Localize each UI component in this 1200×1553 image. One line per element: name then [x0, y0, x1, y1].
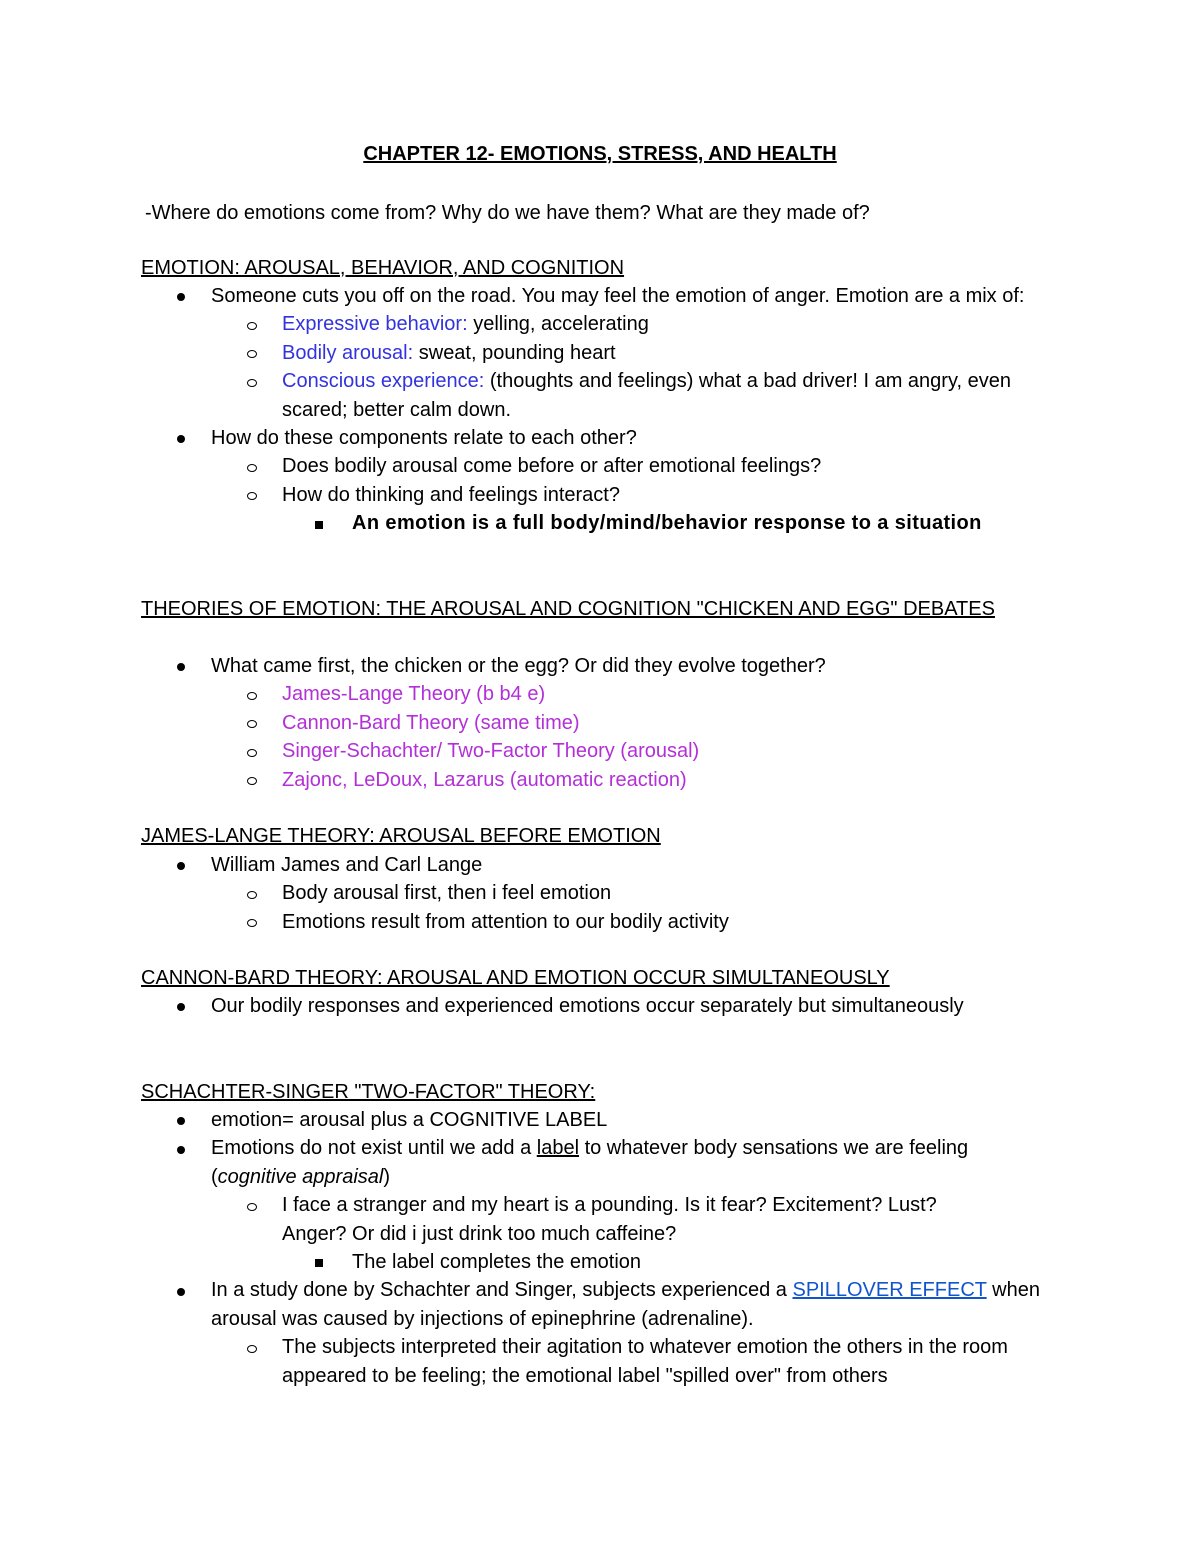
section-heading-james-lange: JAMES-LANGE THEORY: AROUSAL BEFORE EMOTION [141, 825, 661, 847]
list-item-text: (thoughts and feelings) what a bad driver! I am angry, even scared; better calm down. [282, 370, 1011, 421]
spillover-effect-link[interactable]: SPILLOVER EFFECT [792, 1279, 987, 1302]
list-item [141, 1248, 1051, 1276]
document-title: CHAPTER 12- EMOTIONS, STRESS, AND HEALTH [363, 143, 837, 165]
list-item [141, 310, 1041, 338]
circle-bullet-icon [242, 737, 262, 765]
bullet-icon [171, 652, 191, 680]
list-item-text: Body arousal first, then i feel emotion [282, 882, 612, 905]
list-item-text: The subjects interpreted their agitation to whatever emotion the others in the room appeared to be feeling; the emotional label "spilled over" from others [282, 1336, 1008, 1387]
list-item [141, 481, 1041, 509]
circle-bullet-icon [242, 908, 262, 936]
list-item-text: Our bodily responses and experienced emotions occur separately but simultaneously [211, 995, 964, 1017]
circle-bullet-icon [242, 310, 262, 338]
list-item-text: when arousal was caused by injections of epinephrine (adrenaline). [211, 1279, 1040, 1330]
circle-bullet-icon [242, 452, 262, 480]
circle-bullet-icon [242, 680, 262, 708]
list-item-text: emotion= arousal plus a COGNITIVE LABEL [211, 1109, 608, 1131]
list-item-text: William James and Carl Lange [211, 854, 483, 876]
circle-bullet-icon [242, 367, 262, 395]
key-definition: An emotion is a full body/mind/behavior response to a situation [352, 512, 982, 535]
list-item [141, 1106, 1051, 1134]
list-item-text: yelling, accelerating [467, 313, 649, 336]
term-bodily-arousal: Bodily arousal: [282, 341, 414, 364]
italic-term-cognitive-appraisal: cognitive appraisal [217, 1165, 384, 1188]
section-list-cannon-bard [141, 992, 1061, 1020]
circle-bullet-icon [242, 481, 262, 509]
list-item-text: Someone cuts you off on the road. You may feel the emotion of anger. Emotion are a mix of: [211, 285, 1025, 307]
bullet-icon [171, 424, 191, 452]
list-item [141, 1134, 1051, 1191]
term-conscious-experience: Conscious experience: [282, 370, 485, 393]
list-item-text: How do thinking and feelings interact? [282, 483, 620, 506]
list-item [141, 680, 1041, 708]
bullet-icon [171, 282, 191, 310]
list-item [141, 992, 1061, 1020]
list-item-text: How do these components relate to each other? [211, 427, 637, 450]
term-expressive-behavior: Expressive behavior: [282, 313, 468, 336]
underlined-term-label: label [536, 1137, 580, 1160]
list-item [141, 452, 1041, 480]
list-item [141, 367, 1041, 424]
list-item [141, 282, 1041, 310]
list-item-text: Emotions result from attention to our bodily activity [282, 910, 729, 933]
theory-automatic-reaction: Zajonc, LeDoux, Lazarus (automatic reaction) [282, 768, 687, 791]
theory-two-factor: Singer-Schachter/ Two-Factor Theory (arousal) [282, 740, 700, 763]
list-item [141, 1333, 1051, 1390]
bullet-icon [171, 992, 191, 1020]
circle-bullet-icon [242, 709, 262, 737]
bullet-icon [171, 1276, 191, 1304]
list-item [141, 737, 1041, 765]
circle-bullet-icon [242, 1191, 262, 1219]
bullet-icon [171, 1134, 191, 1162]
square-bullet-icon [309, 1248, 329, 1276]
list-item-text: ) [383, 1165, 390, 1188]
section-list-two-factor [141, 1106, 1051, 1390]
intro-question: -Where do emotions come from? Why do we have them? What are they made of? [145, 202, 870, 224]
list-item [141, 424, 1041, 452]
list-item [141, 339, 1041, 367]
theory-james-lange: James-Lange Theory (b b4 e) [282, 683, 546, 706]
theory-cannon-bard: Cannon-Bard Theory (same time) [282, 711, 580, 734]
list-item [141, 879, 1041, 907]
section-list-theories [141, 652, 1041, 794]
list-item-text: What came first, the chicken or the egg? Or did they evolve together? [211, 655, 826, 677]
list-item-text: Does bodily arousal come before or after emotional feelings? [282, 455, 822, 478]
list-item-text: to whatever body sensations we are feeling ( [211, 1137, 969, 1188]
circle-bullet-icon [242, 879, 262, 907]
list-item [141, 851, 1041, 879]
circle-bullet-icon [242, 1333, 262, 1361]
square-bullet-icon [309, 509, 329, 537]
section-heading-two-factor: SCHACHTER-SINGER "TWO-FACTOR" THEORY: [141, 1081, 596, 1103]
list-item-text: sweat, pounding heart [413, 341, 616, 364]
section-heading-cannon-bard: CANNON-BARD THEORY: AROUSAL AND EMOTION OCCUR SIMULTANEOUSLY [141, 967, 890, 989]
list-item [141, 908, 1041, 936]
list-item-text: I face a stranger and my heart is a pounding. Is it fear? Excitement? Lust? Anger? Or did i just drink too much caffeine? [282, 1194, 937, 1245]
section-list-james-lange [141, 851, 1041, 936]
bullet-icon [171, 1106, 191, 1134]
list-item-text: In a study done by Schachter and Singer, subjects experienced a [211, 1279, 793, 1302]
list-item-text: Emotions do not exist until we add a [211, 1137, 537, 1160]
circle-bullet-icon [242, 339, 262, 367]
list-item [141, 509, 1041, 537]
list-item [141, 766, 1041, 794]
circle-bullet-icon [242, 766, 262, 794]
list-item-text: The label completes the emotion [352, 1251, 642, 1274]
list-item [141, 652, 1041, 680]
section-list-emotion [141, 282, 1041, 538]
section-heading-theories: THEORIES OF EMOTION: THE AROUSAL AND COGNITION "CHICKEN AND EGG" DEBATES [141, 598, 995, 620]
bullet-icon [171, 851, 191, 879]
list-item [141, 709, 1041, 737]
list-item [141, 1191, 1051, 1248]
section-heading-emotion: EMOTION: AROUSAL, BEHAVIOR, AND COGNITION [141, 257, 625, 279]
list-item [141, 1276, 1051, 1333]
